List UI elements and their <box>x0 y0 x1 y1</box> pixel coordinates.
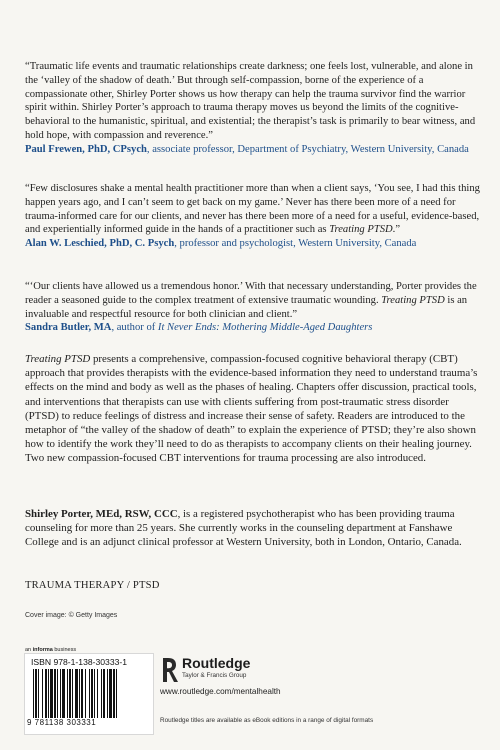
blurb-quote: “‘Our clients have allowed us a tremendous honor.’ With that necessary understanding, Porter provides the reader a seasoned guide to the complex treatment of extensive traumatic wounding. <box>25 281 477 306</box>
publisher-brand <box>182 655 250 680</box>
book-description <box>25 352 480 466</box>
blurb-attribution <box>25 238 416 249</box>
blurb-book-title: Treating PTSD <box>329 224 393 236</box>
publisher-group: Taylor & Francis Group <box>182 672 247 679</box>
barcode-icon <box>31 669 147 718</box>
blurb-attribution <box>25 144 469 155</box>
blurb-frewen <box>25 60 480 157</box>
blurb-butler <box>25 280 480 335</box>
blurb-attribution <box>25 322 372 333</box>
cover-credit: Cover image: © Getty Images <box>25 612 118 619</box>
endorser-name: Paul Frewen, PhD, CPsych <box>25 143 147 155</box>
author-bio <box>25 507 480 550</box>
blurb-quote-end: is an invaluable and respectful resource for both clinician and client.” <box>25 294 468 320</box>
endorser-book: It Never Ends: Mothering Middle-Aged Daughters <box>157 322 373 334</box>
routledge-logo-icon <box>160 656 178 684</box>
description-text: presents a comprehensive, compassion-focused cognitive behavioral therapy (CBT) approach that provides therapists with the evidence-based information they need to understand trauma’s effects on the mind and body as well as the phases of healing. Chapters offer discussion, practical tools, and interventions that therapists can use with clients suffering from post-traumatic stress disorder (PTSD) to reduce feelings of distress and increase their sense of safety. Readers are introduced to the metaphor of “the valley of the shadow of death” to explain the experience of PTSD; they’re also shown how to identify the work they’ll need to do as therapists to accompany clients on their healing journey. Two new compassion-focused CBT interventions for trauma processing are also introduced. <box>25 353 478 465</box>
ebook-note: Routledge titles are available as eBook editions in a range of digital formats <box>160 717 374 724</box>
author-bio-text: , is a registered psychotherapist who has been providing trauma counseling for more than 25 years. She currently works in the counseling department at Fanshawe College and is an adjunct clinical professor at Western University, both in London, Ontario, Canada. <box>25 508 462 549</box>
blurb-quote: “Traumatic life events and traumatic relationships create darkness; one feels lost, vulnerable, and alone in the ‘valley of the shadow of death.’ But through self-compassion, borne of the experience of a compassionate other, Shirley Porter shows us how therapy can help the trauma survivor find the warrior spirit within. Shirley Porter’s approach to trauma therapy moves us beyond the limits of the cognitive-behavioral to the humanistic, spiritual, and existential; the therapist’s task is primarily to bear witness, and hold hope, with compassion and reverence.” <box>25 61 476 141</box>
informa-suffix: business <box>52 647 77 653</box>
barcode-number: 9 781138 303331 <box>27 718 97 727</box>
author-name: Shirley Porter, MEd, RSW, CCC <box>25 508 178 520</box>
publisher-url[interactable]: www.routledge.com/mentalhealth <box>160 687 281 696</box>
endorser-name: Sandra Butler, MA <box>25 322 112 334</box>
publisher-name: Routledge <box>182 655 251 671</box>
barcode-panel <box>24 653 154 735</box>
blurb-book-title: Treating PTSD <box>381 294 445 306</box>
endorser-role: , associate professor, Department of Psychiatry, Western University, Canada <box>146 143 469 155</box>
blurb-quote: “Few disclosures shake a mental health practitioner more than when a client says, ‘You see, I had this thing happen years ago, and I can’t seem to get back on my game.’ Never has there been more of a need for trauma-informed care for our clients, and never has there been more of a need for a useful, evidence-based, and experientially informed guide in the hands of a practitioner such as <box>25 183 480 236</box>
description-title: Treating PTSD <box>25 353 91 365</box>
informa-brand: informa <box>32 647 53 653</box>
isbn-text: ISBN 978-1-138-30333-1 <box>31 657 128 667</box>
endorser-name: Alan W. Leschied, PhD, C. Psych <box>25 238 175 250</box>
informa-prefix: an <box>25 647 32 653</box>
blurb-leschied <box>25 182 480 251</box>
endorser-role: , author of <box>111 322 158 334</box>
subject-category: TRAUMA THERAPY / PTSD <box>25 580 160 591</box>
blurb-quote-end: .” <box>392 224 401 236</box>
endorser-role: , professor and psychologist, Western University, Canada <box>174 238 417 250</box>
